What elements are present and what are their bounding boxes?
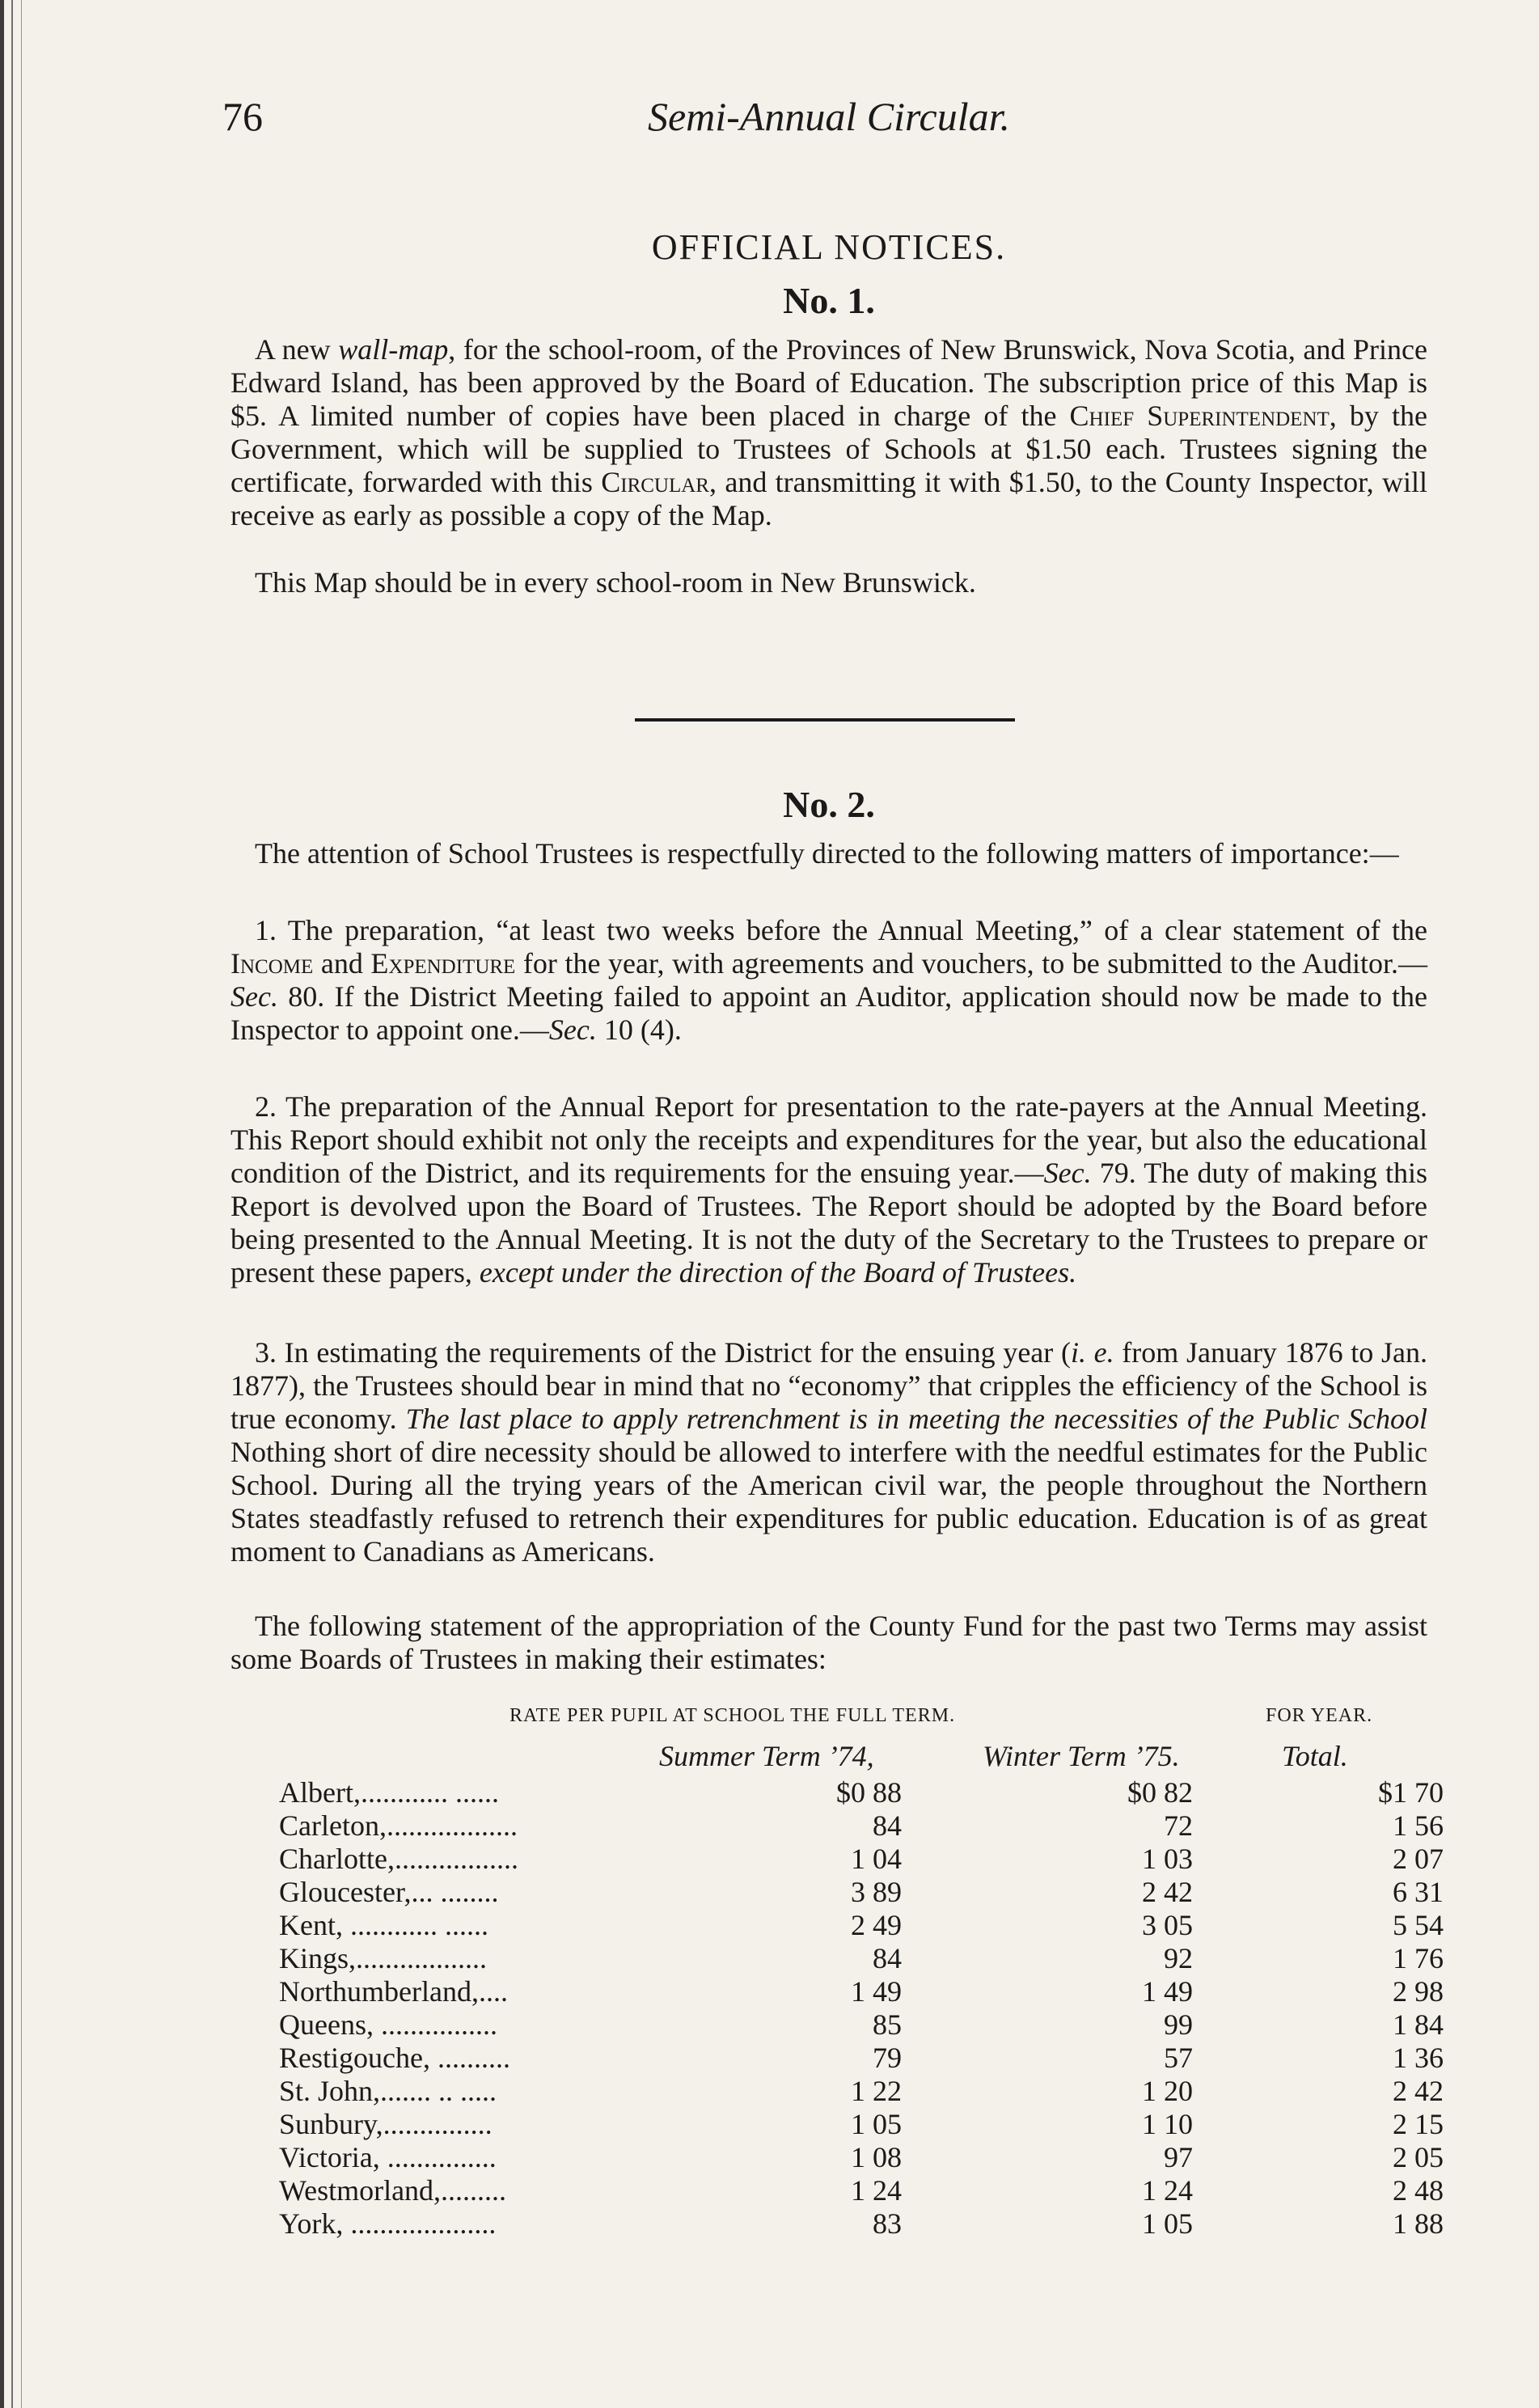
table-row: [279, 2008, 1460, 2041]
notice-2-item-2: [230, 1090, 1427, 1289]
page-number: 76: [222, 94, 263, 139]
text-run-small-caps: Chief Superintendent: [1069, 400, 1330, 432]
year-total: 1 84: [1393, 2008, 1444, 2041]
section-divider: [635, 718, 1015, 722]
table-intro: The following statement of the appropriation of the County Fund for the past two Terms may assist some Boards of Trustees in making their estimates:: [230, 1610, 1427, 1675]
summer-rate: 2 49: [851, 1909, 902, 1941]
winter-rate: 72: [1164, 1809, 1193, 1842]
year-total: 2 07: [1393, 1843, 1444, 1875]
notice-1-paragraph: [230, 333, 1427, 532]
text-run: 3. In estimating the requirements of the District for the ensuing year (: [255, 1336, 1071, 1369]
table-row: [279, 2074, 1460, 2107]
page-header: [222, 93, 1435, 150]
column-header-summer: Summer Term ’74,: [659, 1740, 874, 1772]
summer-rate: 1 22: [851, 2075, 902, 2107]
county-name: Restigouche, ..........: [279, 2042, 510, 2074]
text-run-italic: except under the direction of the Board of Trustees.: [479, 1256, 1077, 1289]
summer-rate: 84: [873, 1809, 902, 1842]
text-run-italic: Sec.: [548, 1014, 597, 1046]
year-total: $1 70: [1378, 1776, 1444, 1809]
text-run: and: [313, 947, 371, 980]
text-run-small-caps: Expenditure: [370, 947, 516, 980]
text-run-italic: Sec.: [230, 980, 278, 1013]
text-run-italic: The last place to apply retrenchment is in meeting the necessities of the Public School: [405, 1403, 1427, 1435]
year-total: 2 15: [1393, 2108, 1444, 2140]
text-run: , and transmitting it with $1.50, to the County Inspector, will receive as early as possible a copy of the Map.: [230, 466, 1427, 531]
summer-rate: 1 24: [851, 2174, 902, 2207]
table-row: [279, 1908, 1460, 1941]
winter-rate: 1 03: [1142, 1843, 1193, 1875]
notice-2-item-3: [230, 1336, 1427, 1568]
county-name: St. John,....... .. .....: [279, 2075, 497, 2107]
winter-rate: 1 20: [1142, 2075, 1193, 2107]
table-heading-rate: RATE PER PUPIL AT SCHOOL THE FULL TERM.: [509, 1705, 956, 1726]
county-name: Kent, ............ ......: [279, 1909, 488, 1941]
section-title: OFFICIAL NOTICES.: [651, 227, 1007, 267]
winter-rate: 3 05: [1142, 1909, 1193, 1941]
county-name: Kings,..................: [279, 1942, 488, 1974]
county-name: Sunbury,...............: [279, 2108, 493, 2140]
notice-2-number: No. 2.: [783, 784, 875, 825]
table-row: [279, 1875, 1460, 1908]
county-name: York, ....................: [279, 2207, 497, 2240]
table-row: [279, 1974, 1460, 2008]
county-name: Westmorland,.........: [279, 2174, 507, 2207]
winter-rate: 1 10: [1142, 2108, 1193, 2140]
text-run: 10 (4).: [596, 1014, 682, 1046]
column-header-winter: Winter Term ’75.: [983, 1740, 1180, 1772]
table-row: [279, 2041, 1460, 2074]
table-row: [279, 1809, 1460, 1842]
winter-rate: 1 24: [1142, 2174, 1193, 2207]
summer-rate: 3 89: [851, 1876, 902, 1908]
table-row: [279, 2173, 1460, 2207]
county-name: Northumberland,....: [279, 1975, 508, 2008]
year-total: 1 88: [1393, 2207, 1444, 2240]
summer-rate: 1 04: [851, 1843, 902, 1875]
year-total: 1 56: [1393, 1809, 1444, 1842]
running-title: Semi-Annual Circular.: [647, 94, 1011, 139]
text-run: for the year, with agreements and vouchers, to be submitted to the Auditor.—: [515, 947, 1427, 980]
year-total: 1 76: [1393, 1942, 1444, 1974]
text-run-italic: Sec.: [1043, 1157, 1092, 1189]
summer-rate: 84: [873, 1942, 902, 1974]
year-total: 2 05: [1393, 2141, 1444, 2173]
text-run: , by the Government, which will be supplied to Trustees of Schools at $1.50 each. Trustees signing the certificate, forwarded with this: [230, 400, 1427, 498]
notice-2-intro: The attention of School Trustees is respectfully directed to the following matters of importance:—: [255, 837, 1399, 870]
text-run: 2. The preparation of the Annual Report for presentation to the rate-payers at the Annual Meeting. This Report should exhibit not only the receipts and expenditures for the year, but also the educational condition of the District, and its requirements for the ensuing year.—: [230, 1090, 1427, 1189]
year-total: 2 48: [1393, 2174, 1444, 2207]
county-name: Charlotte,.................: [279, 1843, 518, 1875]
winter-rate: 2 42: [1142, 1876, 1193, 1908]
text-run: 1. The preparation, “at least two weeks before the Annual Meeting,” of a clear statement of the: [255, 914, 1427, 946]
table-row: [279, 2107, 1460, 2140]
table-row: [279, 1941, 1460, 1974]
summer-rate: 1 49: [851, 1975, 902, 2008]
year-total: 2 98: [1393, 1975, 1444, 2008]
county-name: Gloucester,... ........: [279, 1876, 499, 1908]
text-run: 79. The duty of making this Report is devolved upon the Board of Trustees. The Report should be adopted by the Board before being presented to the Annual Meeting. It is not the duty of the Secretary to the Trustees to prepare or present these papers,: [230, 1157, 1427, 1289]
text-run-small-caps: Circular: [601, 466, 709, 498]
summer-rate: 79: [873, 2042, 902, 2074]
winter-rate: 92: [1164, 1942, 1193, 1974]
column-header-total: Total.: [1282, 1740, 1348, 1772]
winter-rate: 97: [1164, 2141, 1193, 2173]
text-run: Nothing short of dire necessity should be allowed to interfere with the needful estimates for the Public School. During all the trying years of the American civil war, the people throughout the Northern States steadfastly refused to retrench their expenditures for public education. Education is of as great moment to Canadians as Americans.: [230, 1436, 1427, 1568]
text-run-italic: wall-map: [338, 333, 449, 366]
document-page: [206, 0, 1452, 2408]
table-row: [279, 2140, 1460, 2173]
winter-rate: 57: [1164, 2042, 1193, 2074]
year-total: 5 54: [1393, 1909, 1444, 1941]
winter-rate: 99: [1164, 2008, 1193, 2041]
winter-rate: 1 49: [1142, 1975, 1193, 2008]
notice-1-number: No. 1.: [783, 280, 875, 321]
summer-rate: $0 88: [836, 1776, 902, 1809]
table-row: [279, 2207, 1460, 2240]
text-run-italic: i. e.: [1070, 1336, 1114, 1369]
county-name: Queens, ................: [279, 2008, 497, 2041]
table-row: [279, 1775, 1460, 1809]
notice-2-item-1: [230, 914, 1427, 1047]
table-row: [279, 1842, 1460, 1875]
text-run: 80. If the District Meeting failed to appoint an Auditor, application should now be made to the Inspector to appoint one.—: [230, 980, 1427, 1046]
county-name: Victoria, ...............: [279, 2141, 497, 2173]
year-total: 6 31: [1393, 1876, 1444, 1908]
year-total: 1 36: [1393, 2042, 1444, 2074]
text-run: A new: [255, 333, 339, 366]
county-name: Carleton,..................: [279, 1809, 518, 1842]
table-heading-year: FOR YEAR.: [1266, 1705, 1373, 1726]
winter-rate: 1 05: [1142, 2207, 1193, 2240]
summer-rate: 1 08: [851, 2141, 902, 2173]
county-name: Albert,............ ......: [279, 1776, 499, 1809]
summer-rate: 83: [873, 2207, 902, 2240]
year-total: 2 42: [1393, 2075, 1444, 2107]
winter-rate: $0 82: [1127, 1776, 1193, 1809]
scan-binding-edge: [0, 0, 26, 2408]
notice-1-closing: This Map should be in every school-room in New Brunswick.: [255, 566, 976, 599]
summer-rate: 1 05: [851, 2108, 902, 2140]
text-run: , for the school-room, of the Provinces of New Brunswick, Nova Scotia, and Prince Edward Island, has been approved by the Board of Education. The subscription price of this Map is $5. A limited number of copies have been placed in charge of the: [230, 333, 1427, 432]
text-run-small-caps: Income: [230, 947, 314, 980]
summer-rate: 85: [873, 2008, 902, 2041]
text-run: from January 1876 to Jan. 1877), the Trustees should bear in mind that no “economy” that cripples the efficiency of the School is true economy.: [230, 1336, 1427, 1435]
